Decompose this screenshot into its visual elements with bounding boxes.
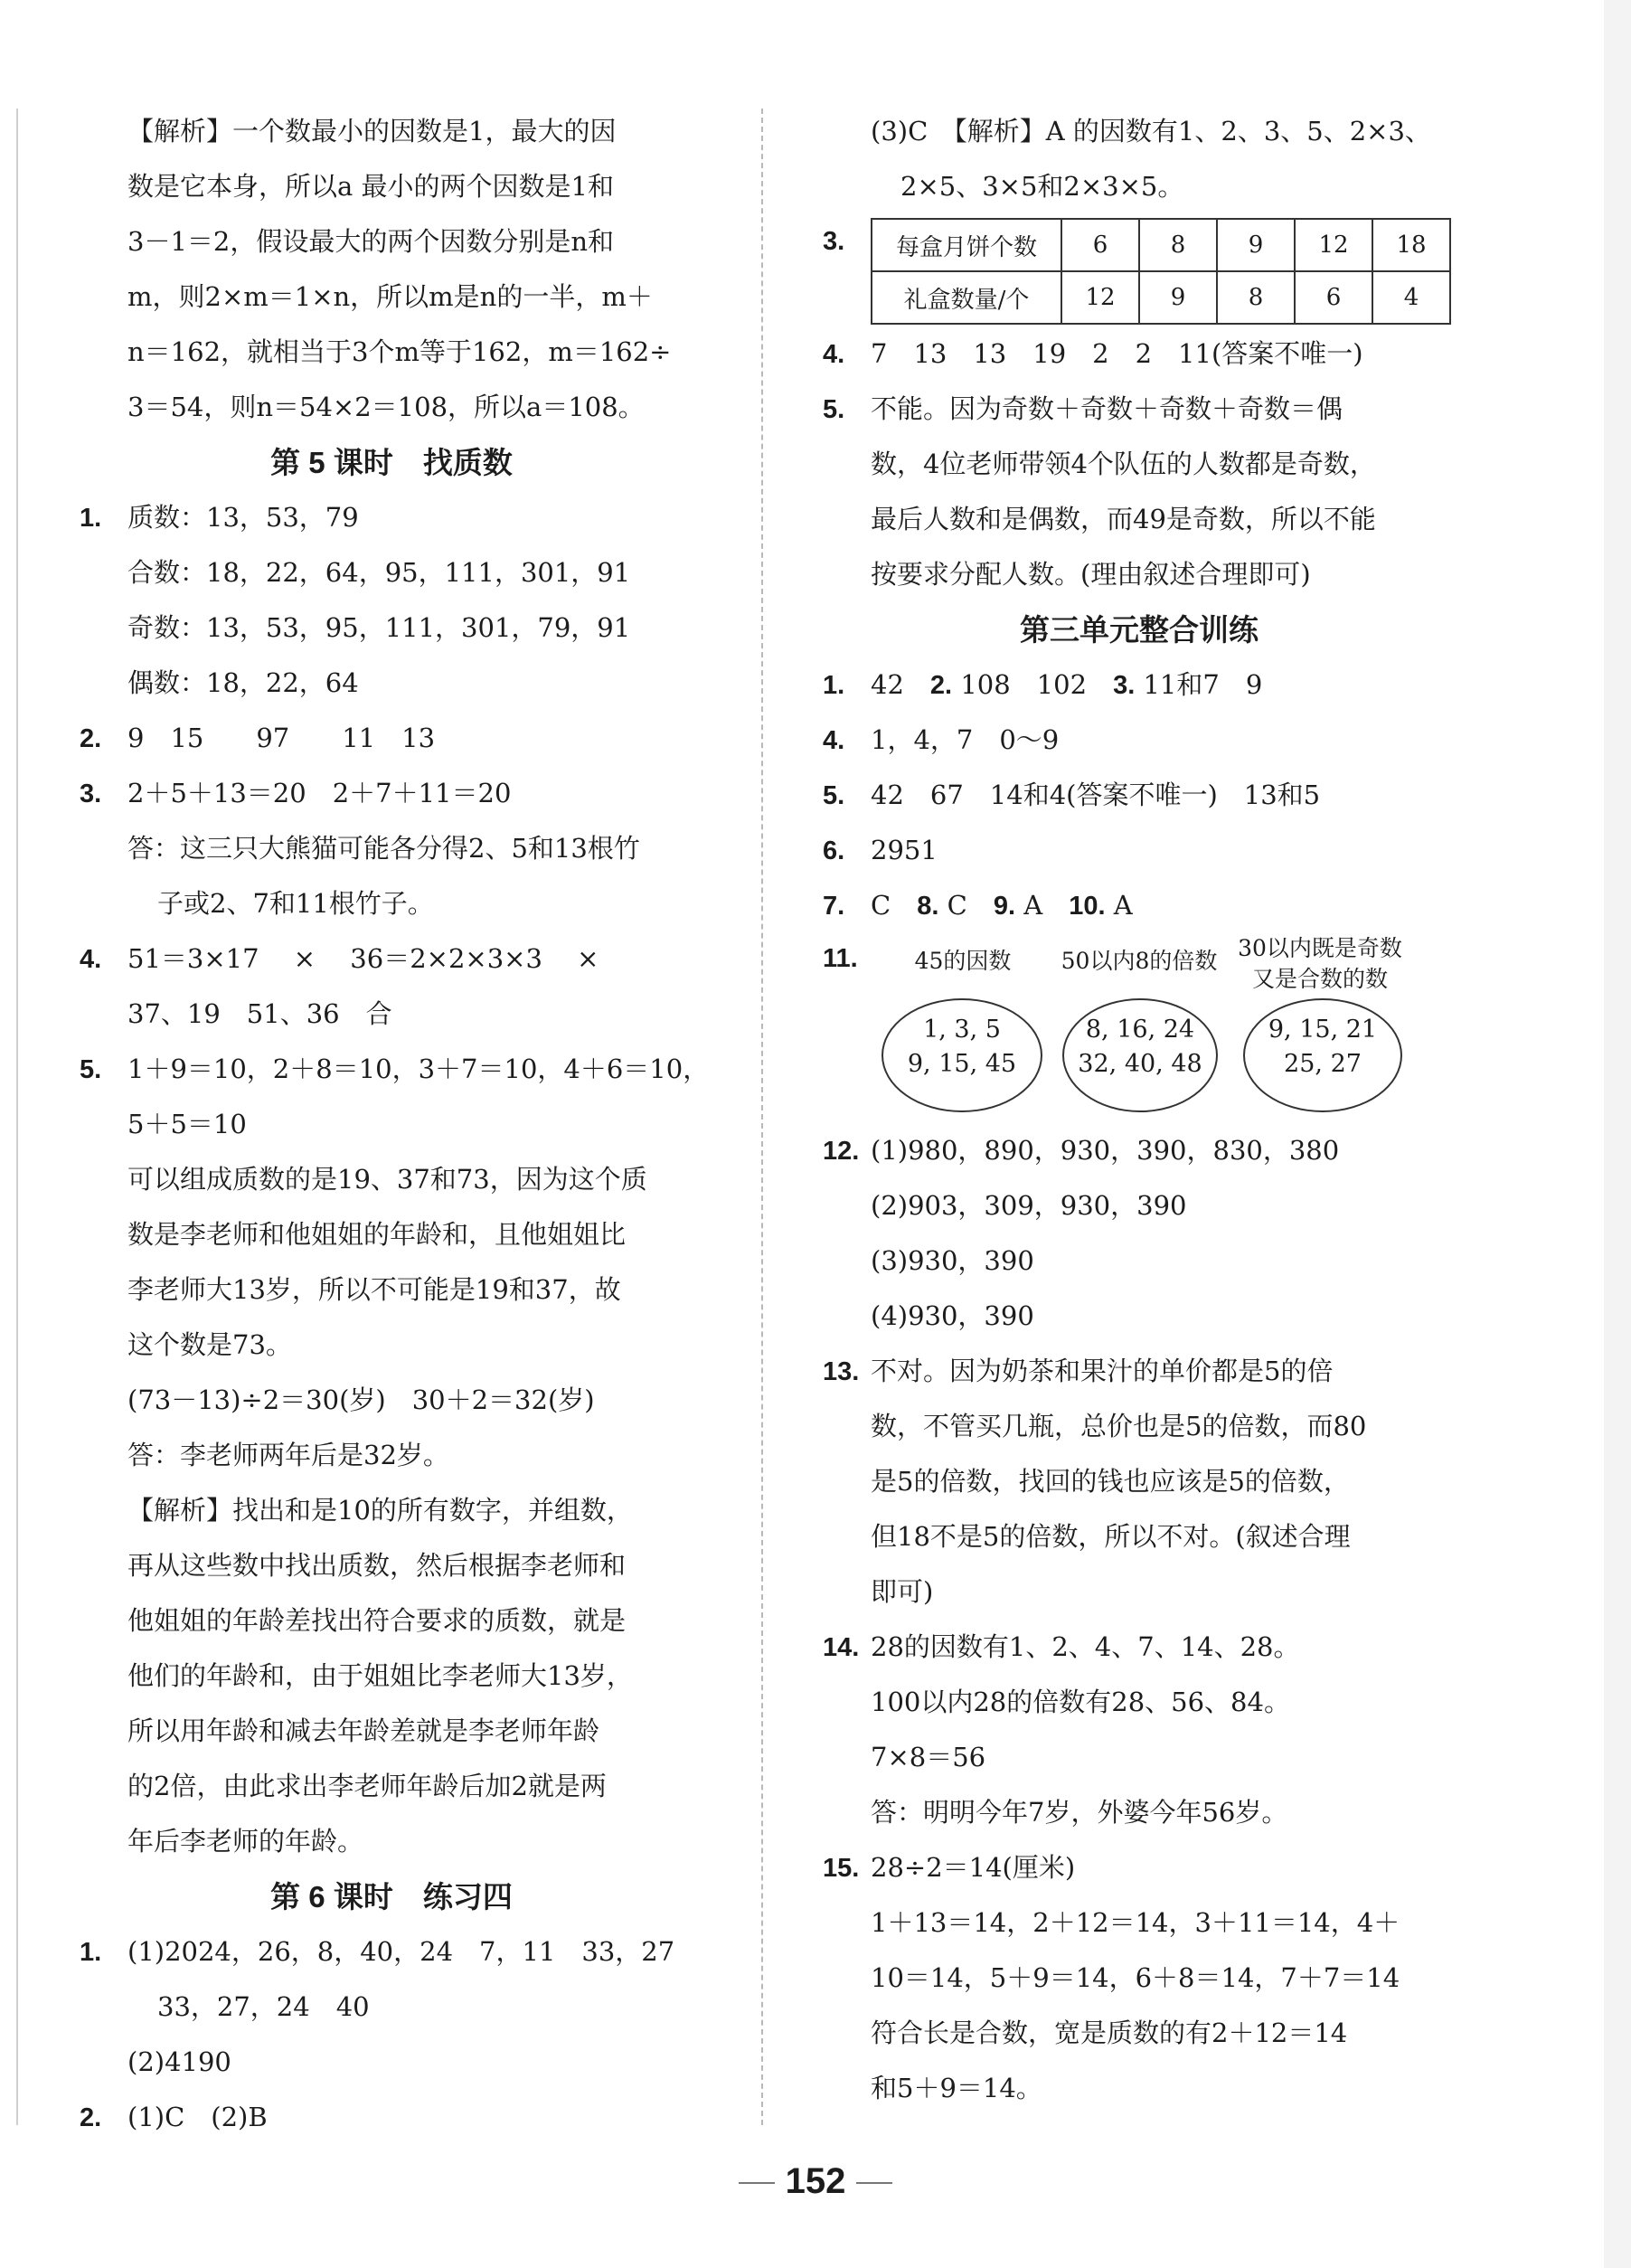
answer-line: 数，不管买几瓶，总价也是5的倍数，而80 — [871, 1411, 1367, 1441]
mooncake-table — [871, 218, 1451, 325]
question-14 — [823, 1620, 1456, 1675]
answer-text: A — [1113, 890, 1133, 921]
lesson-5-title: 第 5 课时 找质数 — [270, 446, 513, 479]
answer-text: 不能。因为奇数＋奇数＋奇数＋奇数＝偶 — [871, 393, 1343, 424]
answer-text: 1＋9＝10，2＋8＝10，3＋7＝10，4＋6＝10， — [127, 1054, 710, 1084]
question-number: 11. — [823, 944, 858, 973]
question-number: 2. — [929, 671, 953, 700]
table-row — [872, 271, 1450, 324]
column-divider — [761, 109, 763, 2125]
answer-line: 数是李老师和他姐姐的年龄和，且他姐姐比 — [127, 1219, 627, 1250]
question-11-venn — [823, 933, 1456, 1123]
answer-line: (3)C 【解析】A 的因数有1、2、3、5、2×3、 — [871, 116, 1431, 146]
answer-line: 这个数是73。 — [127, 1329, 292, 1360]
table-cell: 18 — [1372, 219, 1450, 271]
questions-7-10 — [823, 878, 1456, 933]
answer-line: 最后人数和是偶数，而49是奇数，所以不能 — [871, 504, 1376, 534]
table-cell: 8 — [1139, 219, 1217, 271]
answer-line: 1＋13＝14，2＋12＝14，3＋11＝14，4＋ — [871, 1907, 1400, 1938]
answer-line: 10＝14，5＋9＝14，6＋8＝14，7＋7＝14 — [871, 1962, 1400, 1993]
set-values: 25, 27 — [1284, 1050, 1362, 1078]
answer-line: 是5的倍数，找回的钱也应该是5的倍数， — [871, 1466, 1350, 1497]
analysis-line: 【解析】一个数最小的因数是1，最大的因 — [127, 116, 617, 146]
answer-line: 33，27，24 40 — [157, 1991, 370, 2022]
analysis-line: 3＝54，则n＝54×2＝108，所以a＝108。 — [127, 392, 645, 422]
question-5 — [80, 1042, 710, 1097]
table-header-cell: 每盒月饼个数 — [872, 219, 1061, 271]
unit-review-title: 第三单元整合训练 — [1020, 613, 1259, 647]
analysis-line: 所以用年龄和减去年龄差就是李老师年龄 — [127, 1715, 600, 1746]
answer-text: 1，4，7 0～9 — [871, 724, 1060, 755]
question-number: 3. — [80, 780, 102, 808]
lesson-6-title: 第 6 课时 练习四 — [270, 1880, 513, 1914]
question-number: 12. — [823, 1137, 860, 1166]
question-number: 15. — [823, 1854, 860, 1883]
answer-text: 不对。因为奶茶和果汁的单价都是5的倍 — [871, 1356, 1334, 1386]
table-row — [872, 219, 1450, 271]
page-number — [0, 2161, 1631, 2202]
answer-text: 2＋5＋13＝20 2＋7＋11＝20 — [127, 778, 512, 808]
answer-line: 2×5、3×5和2×3×5。 — [900, 171, 1184, 202]
question-number: 5. — [823, 781, 845, 810]
question-number: 5. — [80, 1055, 102, 1084]
set-values: 1, 3, 5 — [923, 1016, 1001, 1044]
page-number-text: 152 — [785, 2161, 846, 2201]
multiple-set-ellipse — [1062, 998, 1218, 1112]
answer-line: 按要求分配人数。(理由叙述合理即可) — [871, 559, 1311, 590]
analysis-line: 【解析】找出和是10的所有数字，并组数， — [127, 1495, 633, 1526]
question-1 — [80, 490, 703, 545]
answer-line: (73－13)÷2＝30(岁) 30＋2＝32(岁) — [127, 1384, 595, 1415]
question-number: 4. — [823, 340, 845, 369]
answer-line: 答：明明今年7岁，外婆今年56岁。 — [871, 1797, 1288, 1828]
answer-text: C — [947, 890, 967, 921]
question-number: 4. — [80, 945, 102, 974]
analysis-line: 的2倍，由此求出李老师年龄后加2就是两 — [127, 1771, 607, 1801]
analysis-line: 再从这些数中找出质数，然后根据李老师和 — [127, 1550, 627, 1581]
answer-line: 5＋5＝10 — [127, 1109, 247, 1139]
question-15 — [823, 1840, 1456, 1895]
question-12 — [823, 1123, 1456, 1178]
question-2 — [80, 2090, 703, 2145]
right-column — [823, 104, 1456, 2116]
factor-set-ellipse — [881, 998, 1042, 1112]
analysis-line: m，则2×m＝1×n，所以m是n的一半，m＋ — [127, 281, 653, 312]
set-caption: 30以内既是奇数 — [1238, 935, 1402, 961]
analysis-line: 他姐姐的年龄差找出符合要求的质数，就是 — [127, 1605, 627, 1636]
answer-text: 28÷2＝14(厘米) — [871, 1852, 1076, 1883]
question-number: 5. — [823, 395, 845, 424]
answer-text: 2951 — [871, 835, 938, 865]
table-cell: 12 — [1061, 271, 1139, 324]
answer-text: A — [1023, 890, 1043, 921]
question-number: 10. — [1069, 892, 1106, 921]
table-cell: 4 — [1372, 271, 1450, 324]
answer-line: 子或2、7和11根竹子。 — [157, 888, 434, 919]
question-5 — [823, 382, 1456, 437]
answer-text: (1)980，890，930，390，830，380 — [871, 1135, 1340, 1166]
answer-line: (2)903，309，930，390 — [871, 1190, 1187, 1221]
table-cell: 12 — [1295, 219, 1372, 271]
question-number: 6. — [823, 836, 845, 865]
question-1 — [80, 1924, 703, 1980]
answer-line: 数，4位老师带领4个队伍的人数都是奇数， — [871, 449, 1376, 479]
question-number: 1. — [80, 1938, 102, 1967]
answer-line: (4)930，390 — [871, 1300, 1034, 1331]
question-number: 7. — [823, 892, 845, 921]
answer-line: (3)930，390 — [871, 1245, 1034, 1276]
set-values: 9, 15, 21 — [1268, 1016, 1378, 1044]
page-number-dash — [739, 2182, 775, 2184]
analysis-line: 年后李老师的年龄。 — [127, 1826, 364, 1857]
answer-text: 51＝3×17 × 36＝2×2×3×3 × — [127, 943, 599, 974]
answer-text: C — [871, 890, 891, 921]
question-number: 2. — [80, 724, 102, 753]
answer-line: 7×8＝56 — [871, 1742, 986, 1772]
question-number: 1. — [80, 504, 102, 533]
odd-composite-set-ellipse — [1243, 998, 1402, 1112]
question-number: 3. — [823, 227, 845, 256]
answer-line: 即可) — [871, 1576, 934, 1607]
answer-line: 答：这三只大熊猫可能各分得2、5和13根竹 — [127, 833, 640, 864]
question-6 — [823, 823, 1456, 878]
questions-1-3 — [823, 657, 1456, 713]
answer-line: 偶数：18，22，64 — [127, 667, 359, 698]
table-cell: 6 — [1295, 271, 1372, 324]
answer-line: 答：李老师两年后是32岁。 — [127, 1440, 449, 1470]
left-column — [80, 104, 710, 2145]
answer-text: 9 15 97 11 13 — [127, 723, 436, 753]
answer-text: 11和7 9 — [1143, 669, 1263, 700]
table-cell: 9 — [1217, 219, 1295, 271]
question-4 — [823, 713, 1456, 768]
question-2 — [80, 711, 703, 766]
question-3 — [80, 766, 703, 821]
answer-line: 和5＋9＝14。 — [871, 2073, 1042, 2103]
set-values: 8, 16, 24 — [1085, 1016, 1195, 1044]
analysis-line: 3－1＝2，假设最大的两个因数分别是n和 — [127, 226, 615, 257]
answer-line: 37、19 51、36 合 — [127, 998, 392, 1029]
answer-text: 28的因数有1、2、4、7、14、28。 — [871, 1631, 1300, 1662]
question-3 — [823, 214, 1456, 326]
answer-text: 质数：13，53，79 — [127, 502, 359, 533]
answer-text: (1)C (2)B — [127, 2102, 268, 2132]
set-caption: 又是合数的数 — [1251, 966, 1388, 992]
question-number: 14. — [823, 1633, 860, 1662]
answer-line: 符合长是合数，宽是质数的有2＋12＝14 — [871, 2018, 1348, 2048]
page-number-dash — [856, 2182, 892, 2184]
answer-line: 李老师大13岁，所以不可能是19和37，故 — [127, 1274, 621, 1305]
answer-line: 可以组成质数的是19、37和73，因为这个质 — [127, 1164, 647, 1195]
table-cell: 9 — [1139, 271, 1217, 324]
question-number: 1. — [823, 671, 845, 700]
answer-text: 7 13 13 19 2 2 11(答案不唯一) — [871, 338, 1363, 369]
answer-line: 奇数：13，53，95，111，301，79，91 — [127, 612, 631, 643]
question-number: 9. — [993, 892, 1016, 921]
question-5 — [823, 768, 1456, 823]
question-number: 2. — [80, 2103, 102, 2132]
set-caption: 50以内8的倍数 — [1061, 948, 1218, 974]
question-4 — [80, 931, 703, 987]
set-values: 32, 40, 48 — [1078, 1050, 1202, 1078]
table-cell: 6 — [1061, 219, 1139, 271]
set-caption: 45的因数 — [914, 948, 1012, 974]
answer-line: 合数：18，22，64，95，111，301，91 — [127, 557, 631, 588]
set-values: 9, 15, 45 — [907, 1050, 1017, 1078]
question-number: 8. — [917, 892, 939, 921]
analysis-line: n＝162，就相当于3个m等于162，m＝162÷ — [127, 336, 672, 367]
question-number: 13. — [823, 1357, 860, 1386]
page-edge — [1604, 0, 1631, 2268]
question-4 — [823, 326, 1456, 382]
answer-line: (2)4190 — [127, 2046, 231, 2077]
answer-text: (1)2024，26，8，40，24 7，11 33，27 — [127, 1936, 675, 1967]
answer-text: 42 67 14和4(答案不唯一) 13和5 — [871, 780, 1321, 810]
question-13 — [823, 1344, 1456, 1399]
left-margin-rule — [16, 109, 18, 2125]
answer-text: 108 102 — [960, 669, 1088, 700]
question-number: 3. — [1113, 671, 1136, 700]
answer-text: 42 — [871, 669, 904, 700]
answer-line: 100以内28的倍数有28、56、84。 — [871, 1687, 1290, 1717]
answer-line: 但18不是5的倍数，所以不对。(叙述合理 — [871, 1521, 1351, 1552]
analysis-line: 数是它本身，所以a 最小的两个因数是1和 — [127, 171, 614, 202]
analysis-line: 他们的年龄和，由于姐姐比李老师大13岁， — [127, 1660, 633, 1691]
question-number: 4. — [823, 726, 845, 755]
table-cell: 8 — [1217, 271, 1295, 324]
table-header-cell: 礼盒数量/个 — [872, 271, 1061, 324]
